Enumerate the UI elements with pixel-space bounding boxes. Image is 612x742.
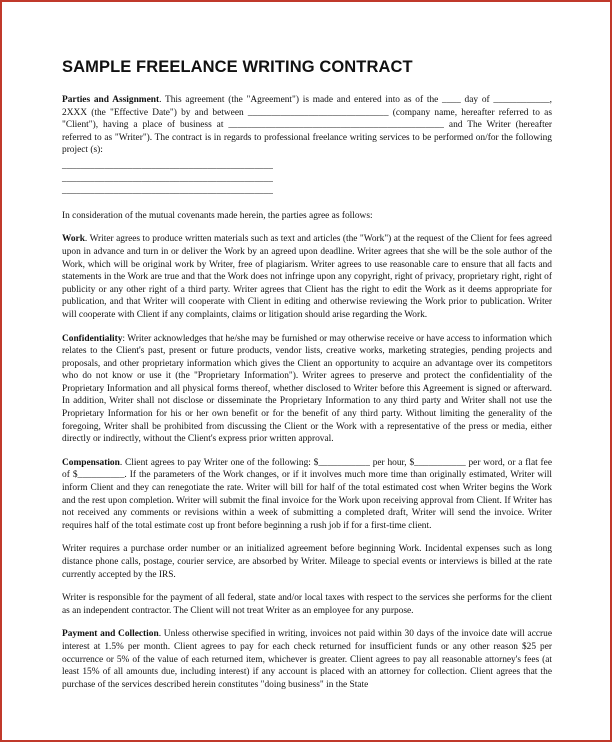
compensation-body: . Client agrees to pay Writer one of the following: $___________ per hour, $___________ per word, or a flat fee of $__________. If the parameters of the Work changes, or if it involves much more time than originally estimated, Writer will inform Client and they can renegotiate the rate. Writer will bill for half of the total estimated cost when Writer begins the Work and the rest upon completion. Writer will submit the final invoice for the Work upon receiving approval from Client. If Writer has not received any comments or revisions within a week of submitting a completed draft, Writer will send the invoice. Writer requires half of the total estimate cost up front before beginning a rush job if for a first-time client. xyxy=(62,457,552,531)
project-line: _____________________________________________ xyxy=(62,173,273,184)
intro-paragraph: In consideration of the mutual covenants made herein, the parties agree as follows: xyxy=(62,210,373,221)
work-body: . Writer agrees to produce written materials such as text and articles (the "Work") at the request of the Client for fees agreed upon in advance and turn in or deliver the Work by an agreed upon deadline. Writer agrees that she will be the sole author of the Work, which will be original work by Writer, free of plagiarism. Writer agrees to use reasonable care to ensure that all facts and statements in the Work are true and that the Work does not infringe upon any copyright, right of privacy, proprietary right, right of publicity or any other right of a third party. Writer agrees that Client has the right to edit the Work as it deems appropriate for publication, and that Writer will cooperate with Client in editing and otherwise reviewing the Work prior to publication. Writer will cooperate with Client if any complaints, claims or litigation should arise regarding the Work. xyxy=(62,234,552,320)
parties-paragraph xyxy=(62,94,552,157)
work-paragraph xyxy=(62,233,552,321)
document-title: SAMPLE FREELANCE WRITING CONTRACT xyxy=(62,58,413,76)
document-page xyxy=(62,58,552,702)
project-line: _____________________________________________ xyxy=(62,160,273,171)
payment-body: . Unless otherwise specified in writing, invoices not paid within 30 days of the invoice date will accrue interest at 1.5% per month. Client agrees to pay for each check returned for insufficient funds or any other reason $25 per occurrence or 5% of the value of each returned item, whichever is greater. Client agrees to pay all reasonable attorney's fees (at least 15% of all amounts due, including interest) if any account is placed with an attorney for collection. Client agrees that the purchase of the services described herein constitutes "doing business" in the State xyxy=(62,629,552,690)
purchase-order-paragraph: Writer requires a purchase order number or an initialized agreement before beginning Work. Incidental expenses such as long distance phone calls, postage, courier service, are absorbed by Writer. Mileage to special events or interviews is billed at the rate currently accepted by the IRS. xyxy=(62,544,552,580)
compensation-heading: Compensation xyxy=(62,457,120,468)
project-lines xyxy=(62,160,552,198)
payment-paragraph xyxy=(62,628,552,691)
confidentiality-heading: Confidentiality xyxy=(62,333,123,344)
confidentiality-body: : Writer acknowledges that he/she may be furnished or may otherwise receive or have access to information which relates to the Client's past, present or future products, vendor lists, creative works, marketing strategies, pending projects and proposals, and other proprietary information which gives the Client an opportunity to acquire an advantage over its competitors who do not know or use it (the "Proprietary Information"). Writer agrees to preserve and protect the confidentiality of the Proprietary Information and all physical forms thereof, whether disclosed to Writer before this Agreement is signed or afterward. In addition, Writer shall not disclose or disseminate the Proprietary Information to any third party and Writer shall not use the Proprietary Information for his or her own benefit or for the benefit of any third party. Without limiting the generality of the foregoing, Writer shall be prohibited from discussing the Client or the Work with a representative of the press or media, either directly or indirectly, without the Client's express prior written approval. xyxy=(62,333,552,445)
compensation-paragraph xyxy=(62,457,552,533)
payment-heading: Payment and Collection xyxy=(62,629,159,640)
parties-body: . This agreement (the "Agreement") is made and entered into as of the ____ day of ____________, 2XXX (the "Effective Date") by and between ______________________________ (company name, hereafter referred to as "Client"), having a place of business at ______________________________________________ and The Writer (hereafter referred to as "Writer"). The contract is in regards to professional freelance writing services to be performed on/for the following project (s): xyxy=(62,95,552,156)
project-line: _____________________________________________ xyxy=(62,186,273,197)
confidentiality-paragraph xyxy=(62,333,552,446)
taxes-paragraph: Writer is responsible for the payment of all federal, state and/or local taxes with respect to the services she performs for the client as an independent contractor. The Client will not treat Writer as an employee for any purpose. xyxy=(62,593,552,616)
work-heading: Work xyxy=(62,234,85,245)
parties-heading: Parties and Assignment xyxy=(62,95,160,105)
